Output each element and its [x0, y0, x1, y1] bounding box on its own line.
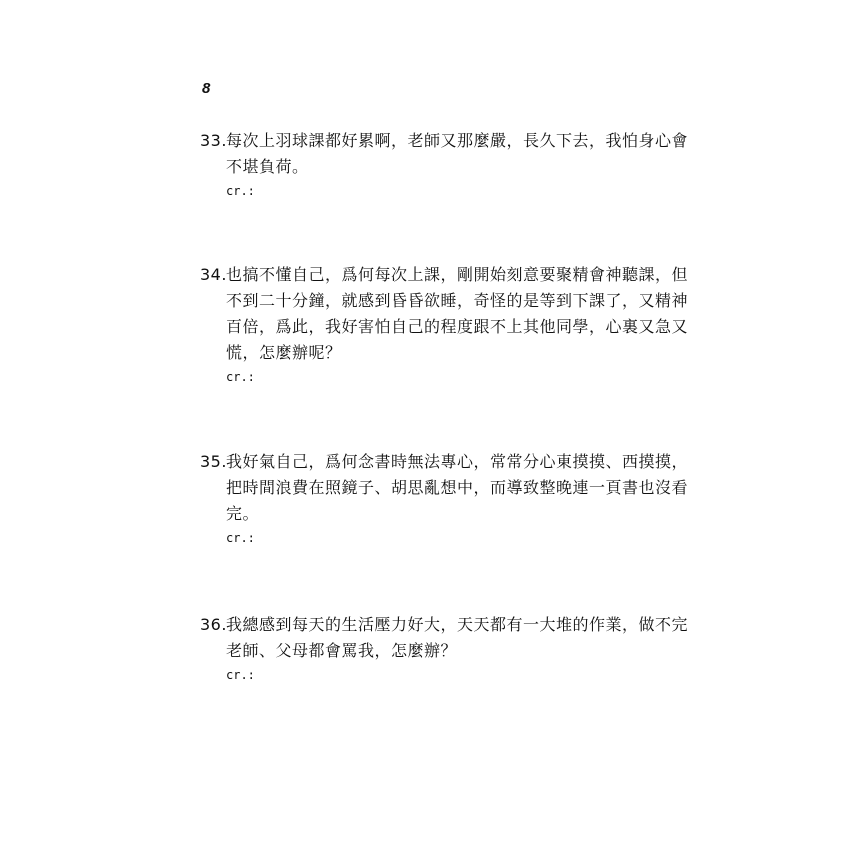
- question-first-line: [200, 449, 689, 475]
- question-text-line: 每次上羽球課都好累啊，老師又那麼嚴，長久下去，我怕身心會: [226, 131, 689, 150]
- question-number: 36.: [200, 615, 227, 634]
- question-text-line: 慌，怎麼辦呢？: [226, 343, 342, 362]
- question-33: [200, 128, 689, 202]
- question-first-line: [200, 612, 689, 638]
- question-first-line: [200, 262, 689, 288]
- question-number: 33.: [200, 131, 227, 150]
- question-text-line: 百倍，爲此，我好害怕自己的程度跟不上其他同學，心裏又急又: [226, 317, 689, 336]
- question-number: 35.: [200, 452, 227, 471]
- question-text-line: 不堪負荷。: [226, 157, 309, 176]
- question-text-line: 我好氣自己，爲何念書時無法專心，常常分心東摸摸、西摸摸，: [226, 452, 689, 471]
- question-35: [200, 449, 689, 549]
- answer-label: cr.:: [226, 370, 255, 384]
- question-text-line: 老師、父母都會罵我，怎麼辦？: [226, 641, 458, 660]
- question-first-line: [200, 128, 689, 154]
- question-text-line: 也搞不懂自己，爲何每次上課，剛開始刻意要聚精會神聽課，但: [226, 265, 689, 284]
- question-36: [200, 612, 689, 686]
- question-34: [200, 262, 689, 388]
- answer-label: cr.:: [226, 531, 255, 545]
- question-number: 34.: [200, 265, 227, 284]
- question-text-line: 完。: [226, 504, 260, 523]
- answer-label: cr.:: [226, 184, 255, 198]
- question-text-line: 我總感到每天的生活壓力好大，天天都有一大堆的作業，做不完: [226, 615, 689, 634]
- page-number: 8: [202, 80, 211, 97]
- question-text-line: 不到二十分鐘，就感到昏昏欲睡，奇怪的是等到下課了，又精神: [226, 291, 689, 310]
- answer-label: cr.:: [226, 668, 255, 682]
- question-text-line: 把時間浪費在照鏡子、胡思亂想中，而導致整晚連一頁書也沒看: [226, 478, 689, 497]
